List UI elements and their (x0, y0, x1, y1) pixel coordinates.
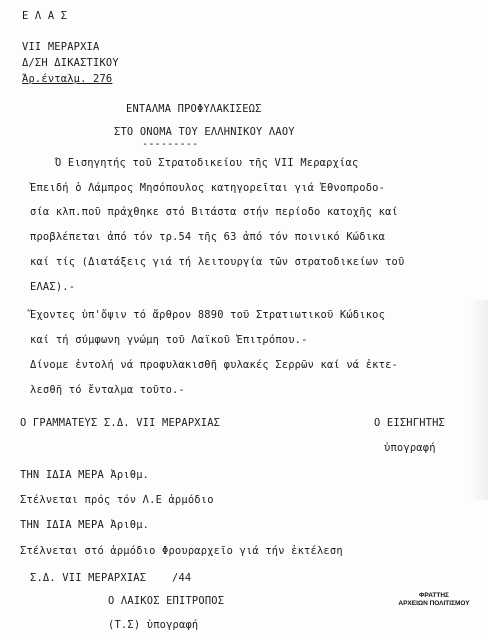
commissioner-signature: (Τ.Σ) ὑπογραφή (108, 619, 199, 631)
dispatch-line-5: Σ.Δ. VII ΜΕΡΑΡΧΙΑΣ /44 (30, 572, 192, 584)
body-line-6: ΕΛΑΣ).- (30, 281, 76, 293)
document-title: ΕΝΤΑΛΜΑ ΠΡΟΦΥΛΑΚΙΣΕΩΣ (126, 103, 262, 115)
archive-stamp (388, 592, 480, 608)
body-line-10: λεσθῆ τό ἔνταλμα τοῦτο.- (30, 384, 185, 396)
body-line-5: καί τίς (Διατάξεις γιά τή λειτουργία τῶν στρατοδικείων τοῦ (30, 256, 405, 268)
dispatch-line-3: ΤΗΝ ΙΔΙΑ ΜΕΡΑ Ἀριθμ. (20, 519, 150, 531)
title-rule: --------- (142, 138, 199, 150)
dispatch-line-4: Στέλνεται στό ἁρμόδιο Φρουραρχεῖο γιά τήν ἐκτέλεση (20, 545, 343, 557)
rapporteur-label: Ο ΕΙΣΗΓΗΤΗΣ (374, 417, 446, 429)
body-line-9: Δίνομε ἐντολή νά προφυλακισθῆ φυλακές Σερρῶν καί νά ἐκτε- (30, 359, 398, 371)
bleed-through-shadow (470, 300, 488, 500)
dispatch-line-1: ΤΗΝ ΙΔΙΑ ΜΕΡΑ Ἀριθμ. (20, 469, 150, 481)
body-line-3: σία κλπ.ποῦ πράχθηκε στό Βιτάστα στήν περίοδο κατοχῆς καί (30, 206, 398, 218)
secretary-signature-label: Ο ΓΡΑΜΜΑΤΕΥΣ Σ.Δ. VII ΜΕΡΑΡΧΙΑΣ (20, 417, 221, 429)
dispatch-line-2: Στέλνεται πρός τόν Λ.Ε ἁρμόδιο (20, 494, 214, 506)
header-department: Δ/ΣΗ ΔΙΚΑΣΤΙΚΟΥ (22, 57, 119, 69)
archive-stamp-line-2: ΑΡΧΕΙΩΝ ΠΟΛΙΤΙΣΜΟΥ (398, 600, 470, 607)
body-line-4: προβλέπεται ἀπό τόν τρ.54 τῆς 63 ἀπό τόν ποινικό Κώδικα (30, 231, 386, 243)
header-org: Ε Λ Α Σ (22, 10, 68, 22)
header-ref-number: Άρ.ένταλμ. 276 (22, 73, 113, 85)
commissioner-label: Ο ΛΑΙΚΟΣ ΕΠΙΤΡΟΠΟΣ (108, 595, 225, 607)
archive-stamp-line-1: ΦΡΑΤΤΗΣ (419, 592, 449, 599)
body-line-8: καί τή σύμφωνη γνώμη τοῦ Λαϊκοῦ Ἐπιτρόπου.- (30, 334, 308, 346)
body-line-7: Ἔχοντες ὑπ'ὄψιν τό ἄρθρον 8890 τοῦ Στρατιωτικοῦ Κώδικος (30, 309, 386, 321)
rapporteur-signature: ὑπογραφή (384, 442, 436, 454)
body-line-1: Ό Εισηγητής τοῦ Στρατοδικείου τῆς VII Μεραρχίας (55, 157, 359, 169)
document-subtitle: ΣΤΟ ΟΝΟΜΑ ΤΟΥ ΕΛΛΗΝΙΚΟΥ ΛΑΟΥ (114, 126, 295, 138)
body-line-2: Ἐπειδή ὁ Λάμπρος Μησόπουλος κατηγορεῖται γιά Ἐθνοπροδο- (30, 182, 386, 194)
header-division: VII ΜΕΡΑΡΧΙΑ (22, 41, 100, 53)
